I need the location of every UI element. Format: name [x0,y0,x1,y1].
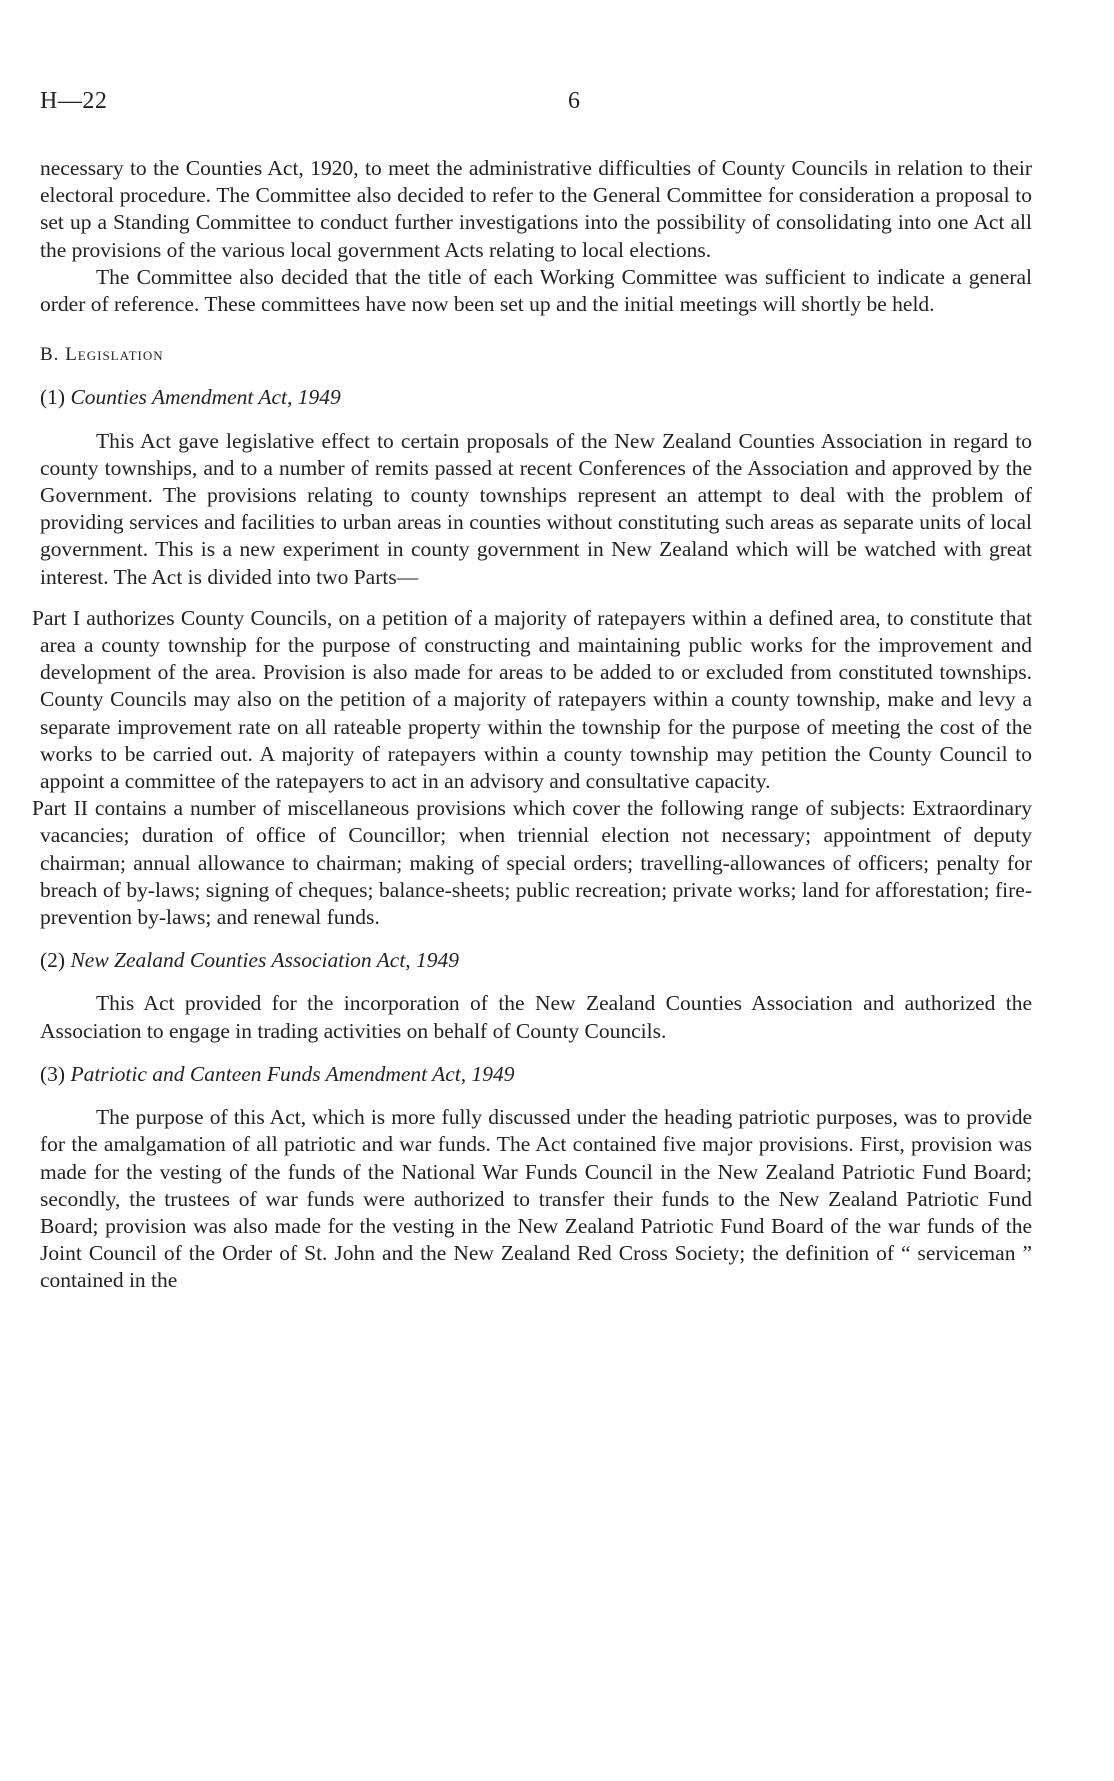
part-two-description: Part II contains a number of miscellaneous provisions which cover the following range of subjects: Extraordinary vacancies; duration of office of Councillor; when triennial election not necessary; appointment of deputy chairman; annual allowance to chairman; making of special orders; travelling-allowances of officers; penalty for breach of by-laws; signing of cheques; balance-sheets; public recreation; private works; land for afforestation; fire-prevention by-laws; and renewal funds. [32,796,1032,930]
item-number: (2) [40,948,71,973]
paragraph-working-committee: The Committee also decided that the title of each Working Committee was sufficient to indicate a general order of reference. These committees have now been set up and the initial meetings will shortly be held. [40,264,1032,317]
item-body-counties-association: This Act provided for the incorporation of the New Zealand Counties Association and authorized the Association to engage in trading activities on behalf of County Councils. [40,991,1032,1043]
item-body-counties-amendment: This Act gave legislative effect to certain proposals of the New Zealand Counties Association in regard to county townships, and to a number of remits passed at recent Conferences of the Association and approved by the Government. The provisions relating to county townships represent an attempt to deal with the problem of providing services and facilities to urban areas in counties without constituting such areas as separate units of local government. This is a new experiment in county government in New Zealand which will be watched with great interest. The Act is divided into two Parts— [40,428,1032,589]
document-body [32,155,1032,1295]
item-heading-counties-amendment [40,384,1032,411]
item-title: Patriotic and Canteen Funds Amendment Act, 1949 [70,1061,515,1086]
item-title: New Zealand Counties Association Act, 1949 [70,948,460,973]
page-header [40,88,1040,122]
item-number: (3) [40,1061,71,1086]
part-one-description: Part I authorizes County Councils, on a petition of a majority of ratepayers within a defined area, to constitute that area a county township for the purpose of constructing and maintaining public works for the improvement and development of the area. Provision is also made for areas to be added to or excluded from constituted townships. County Councils may also on the petition of a majority of ratepayers within a county township, make and levy a separate improvement rate on all rateable property within the township for the purpose of meeting the cost of the works to be carried out. A majority of ratepayers within a county township may petition the County Council to appoint a committee of the ratepayers to act in an advisory and consultative capacity. [32,605,1032,794]
paragraph-continuation: necessary to the Counties Act, 1920, to meet the administrative difficulties of County Councils in relation to their electoral procedure. The Committee also decided to refer to the General Committee for consideration a proposal to set up a Standing Committee to conduct further investigations into the possibility of consolidating into one Act all the provisions of the various local government Acts relating to local elections. [40,156,1032,262]
item-number: (1) [40,385,71,410]
section-title: Legislation [65,344,164,366]
item-body-patriotic-funds: The purpose of this Act, which is more fully discussed under the heading patriotic purposes, was to provide for the amalgamation of all patriotic and war funds. The Act contained five major provisions. First, provision was made for the vesting of the funds of the National War Funds Council in the New Zealand Patriotic Fund Board; secondly, the trustees of war funds were authorized to transfer their funds to the New Zealand Patriotic Fund Board; provision was also made for the vesting in the New Zealand Patriotic Fund Board of the war funds of the Joint Council of the Order of St. John and the New Zealand Red Cross Society; the definition of “ serviceman ” contained in the [40,1105,1032,1293]
section-heading-legislation [40,341,1032,368]
item-heading-counties-association [40,947,1032,974]
section-prefix: B. [40,344,66,366]
document-reference: H—22 [40,88,108,114]
item-heading-patriotic-funds [40,1061,1032,1088]
item-title: Counties Amendment Act, 1949 [70,385,341,410]
page-number: 6 [568,88,580,114]
